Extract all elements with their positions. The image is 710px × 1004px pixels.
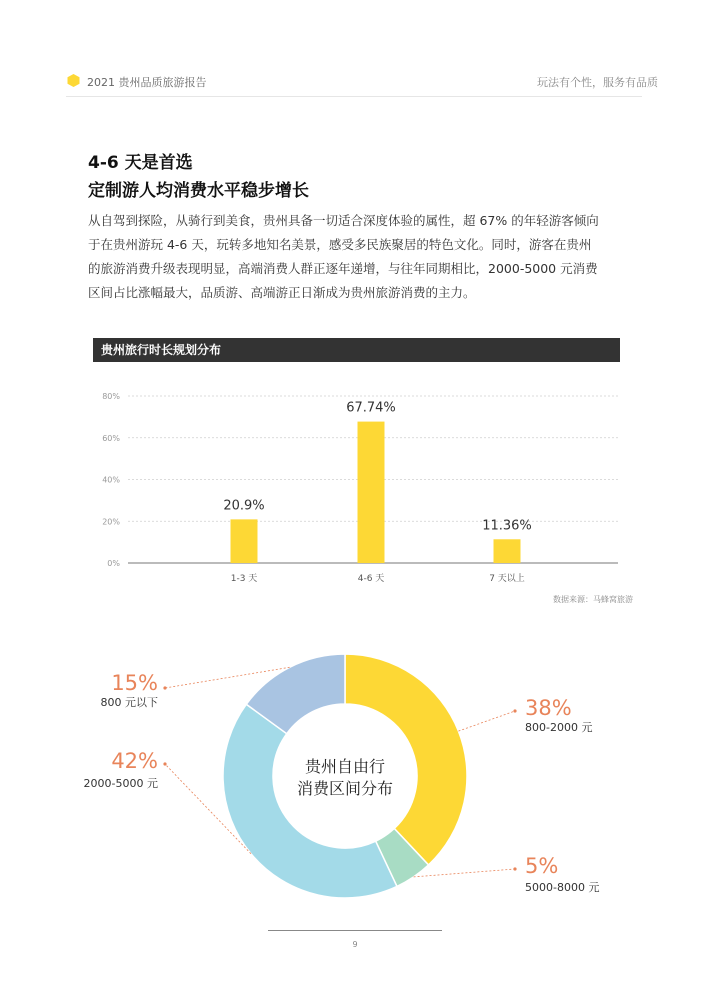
data-source-note: 数据来源：马蜂窝旅游 xyxy=(553,595,633,604)
x-tick-label: 1-3 天 xyxy=(230,574,258,584)
paragraph-line: 的旅游消费升级表现明显，高端消费人群正逐年递增，与往年同期相比，2000-5000 元消费 xyxy=(88,261,598,276)
callout-dot xyxy=(163,762,166,765)
callout-dot xyxy=(513,709,516,712)
donut-slice xyxy=(223,704,397,898)
x-tick-label: 7 天以上 xyxy=(489,574,525,584)
section-title: 4-6 天是首选 xyxy=(88,153,193,173)
slice-percent-label: 15% xyxy=(111,671,158,695)
callout-line xyxy=(458,711,515,731)
y-tick-label: 0% xyxy=(107,559,120,568)
y-tick-label: 60% xyxy=(102,433,120,443)
footer-divider xyxy=(268,930,442,931)
bar-value-label: 20.9% xyxy=(223,498,265,514)
slice-name-label: 5000-8000 元 xyxy=(525,881,600,894)
donut-center-label: 消费区间分布 xyxy=(296,779,394,798)
callout-dot xyxy=(163,686,166,689)
callout-dot xyxy=(513,867,516,870)
paragraph-line: 从自驾到探险，从骑行到美食，贵州具备一切适合深度体验的属性，超 67% 的年轻游客倾向 xyxy=(88,213,599,228)
slice-percent-label: 5% xyxy=(525,854,559,878)
bar xyxy=(494,539,521,563)
slice-percent-label: 42% xyxy=(111,749,158,773)
bar-chart-title: 贵州旅行时长规划分布 xyxy=(93,338,620,362)
report-slogan: 玩法有个性，服务有品质 xyxy=(537,76,658,89)
x-tick-label: 4-6 天 xyxy=(357,574,385,584)
bar-value-label: 11.36% xyxy=(482,518,532,534)
slice-name-label: 800 元以下 xyxy=(100,696,158,709)
page-number: 9 xyxy=(352,940,358,949)
callout-line xyxy=(414,869,515,877)
bar xyxy=(358,422,385,563)
y-tick-label: 40% xyxy=(102,475,120,485)
y-tick-label: 20% xyxy=(102,517,120,527)
y-tick-label: 80% xyxy=(102,392,120,401)
slice-percent-label: 38% xyxy=(525,696,572,720)
bar-value-label: 67.74% xyxy=(346,400,396,416)
paragraph-line: 区间占比涨幅最大，品质游、高端游正日渐成为贵州旅游消费的主力。 xyxy=(88,285,476,300)
bar xyxy=(231,519,258,563)
slice-name-label: 2000-5000 元 xyxy=(83,777,158,790)
slice-name-label: 800-2000 元 xyxy=(525,721,593,734)
report-title: 2021 贵州品质旅游报告 xyxy=(87,76,207,89)
paragraph-line: 于在贵州游玩 4-6 天，玩转多地知名美景，感受多民族聚居的特色文化。同时，游客在贵州 xyxy=(88,237,592,252)
section-subtitle: 定制游人均消费水平稳步增长 xyxy=(88,181,309,201)
donut-center-label: 贵州自由行 xyxy=(304,757,386,776)
